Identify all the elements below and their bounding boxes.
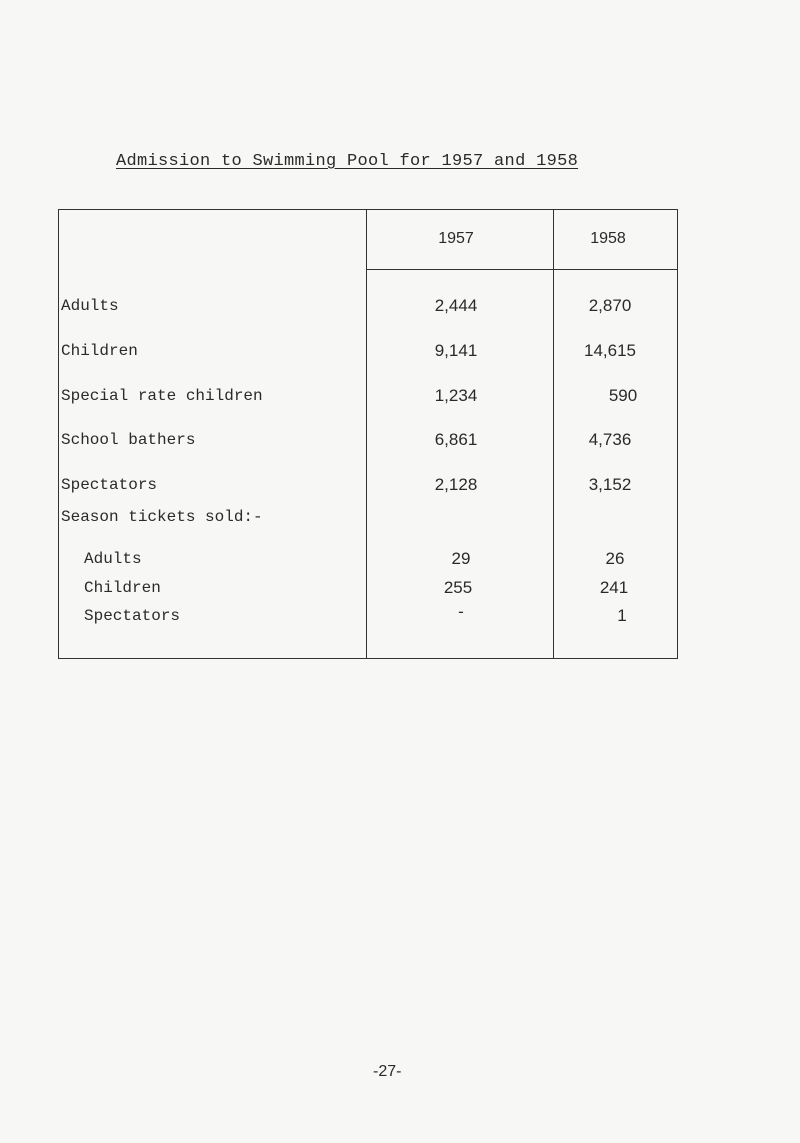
value-1957: 6,861 [434, 430, 478, 449]
value-1958: 26 [605, 549, 625, 568]
value-1957: 9,141 [434, 341, 478, 360]
value-1958: 2,870 [588, 296, 632, 315]
value-1958: 14,615 [584, 341, 636, 360]
row-label: Special rate children [61, 387, 263, 405]
row-label: Children [61, 342, 138, 360]
table-left-border [58, 209, 59, 659]
row-label: Spectators [84, 607, 181, 625]
value-1957: 255 [443, 578, 473, 597]
value-1958: 241 [599, 578, 629, 597]
value-1957: 1,234 [434, 386, 478, 405]
section-heading: Season tickets sold:- [61, 508, 263, 526]
value-1957: 29 [451, 549, 471, 568]
row-label: School bathers [61, 431, 196, 449]
header-rule [366, 269, 678, 270]
column-header-1957: 1957 [438, 230, 474, 247]
column-header-1958: 1958 [590, 230, 626, 247]
value-1958: 1 [617, 606, 627, 625]
value-1958: 4,736 [588, 430, 632, 449]
value-1958: 590 [608, 386, 638, 405]
value-1957: 2,128 [434, 475, 478, 494]
table-bottom-border [58, 658, 678, 659]
value-1957: - [458, 602, 464, 621]
page-number: -27- [373, 1063, 402, 1080]
row-label: Adults [61, 297, 119, 315]
table-top-border [58, 209, 678, 210]
page-title: Admission to Swimming Pool for 1957 and 1958 [116, 152, 579, 171]
value-1958: 3,152 [588, 475, 632, 494]
row-label: Adults [84, 550, 142, 568]
row-label: Spectators [61, 476, 158, 494]
table-right-border [677, 209, 678, 659]
column-divider-2 [553, 209, 554, 659]
column-divider-1 [366, 209, 367, 659]
row-label: Children [84, 579, 161, 597]
value-1957: 2,444 [434, 296, 478, 315]
